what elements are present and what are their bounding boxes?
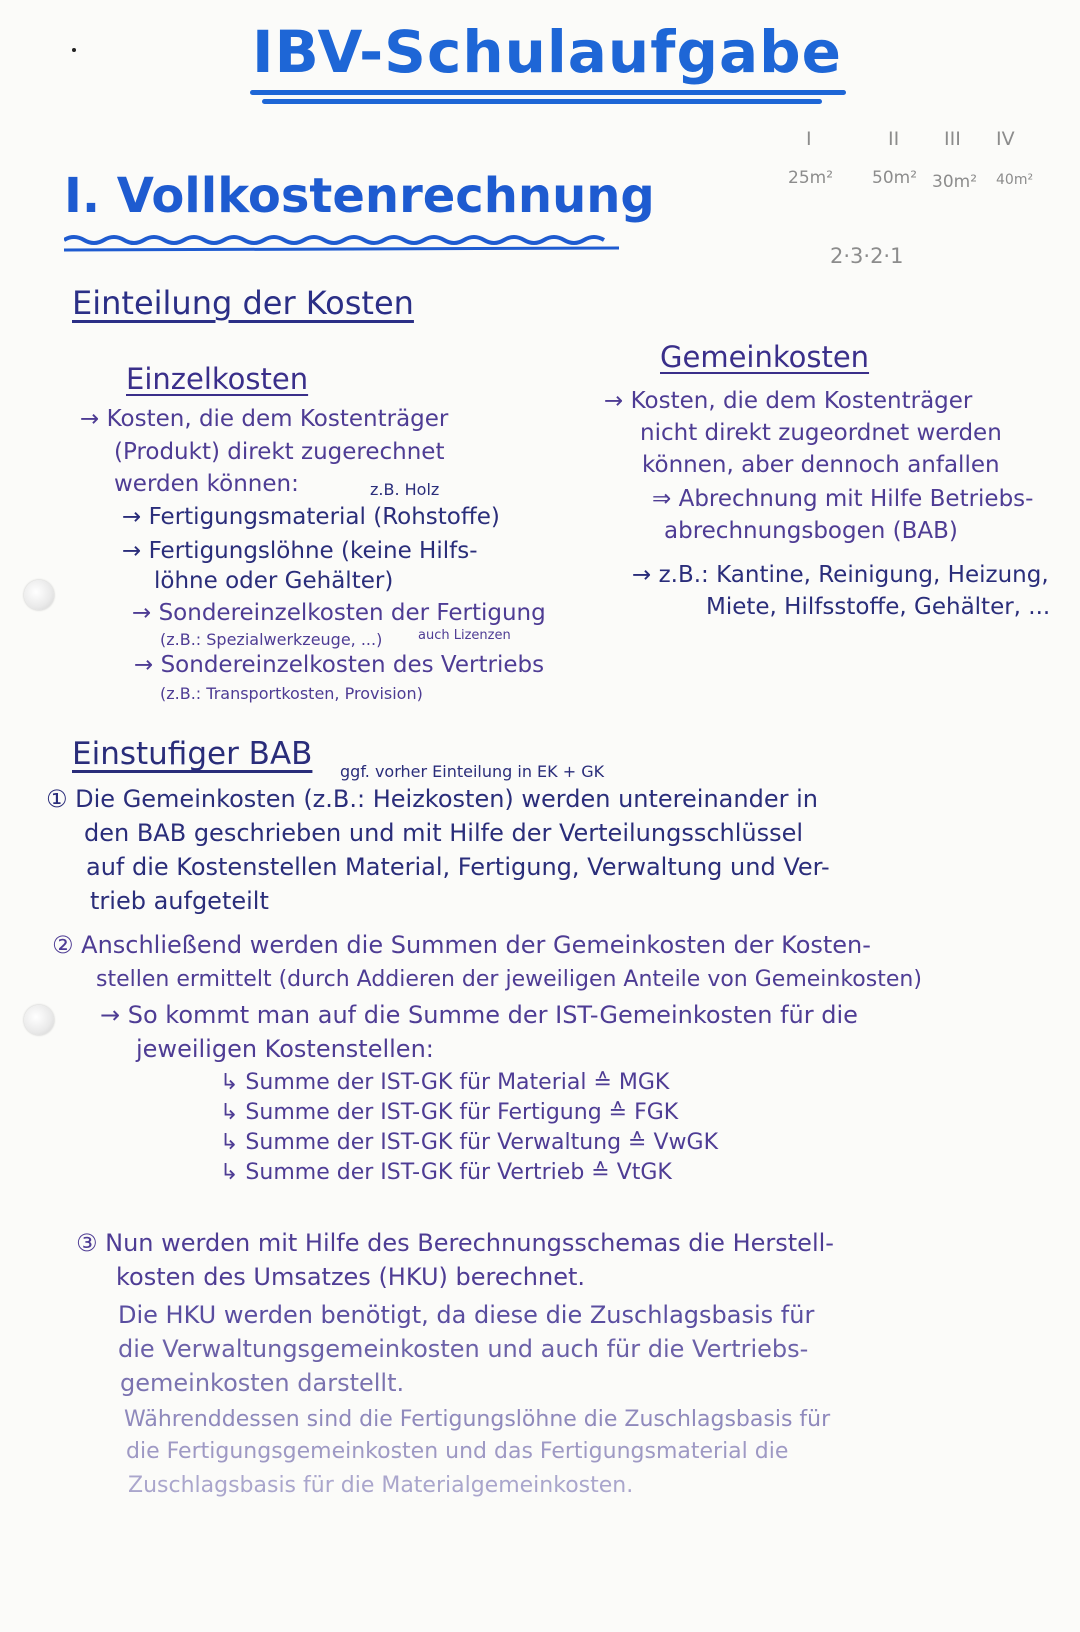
gemein-line-6: → z.B.: Kantine, Reinigung, Heizung, bbox=[632, 562, 1049, 588]
einzel-item-1: → Fertigungsmaterial (Rohstoffe) bbox=[122, 504, 500, 530]
step1-line-1: ① Die Gemeinkosten (z.B.: Heizkosten) werden untereinander in bbox=[46, 785, 818, 813]
bab-note-small: ggf. vorher Einteilung in EK + GK bbox=[340, 762, 605, 781]
step2-line-4: jeweiligen Kostenstellen: bbox=[136, 1035, 434, 1063]
ink-dot bbox=[72, 48, 76, 52]
einzel-item-2: → Fertigungslöhne (keine Hilfs- bbox=[122, 538, 478, 564]
einzel-item-7: (z.B.: Transportkosten, Provision) bbox=[160, 684, 423, 703]
einzelkosten-heading: Einzelkosten bbox=[126, 362, 309, 396]
bab-heading: Einstufiger BAB bbox=[72, 736, 313, 772]
title-underline-1 bbox=[250, 90, 846, 95]
page-title: IBV-Schulaufgabe bbox=[252, 18, 842, 86]
pencil-header-4: IV bbox=[996, 128, 1015, 150]
pencil-ratio: 2·3·2·1 bbox=[830, 244, 904, 268]
einzel-extra-note: auch Lizenzen bbox=[418, 628, 511, 643]
step2-line-1: ② Anschließend werden die Summen der Gemeinkosten der Kosten- bbox=[52, 931, 871, 959]
pencil-area-1: 25m² bbox=[788, 168, 834, 188]
step3-line-4: die Verwaltungsgemeinkosten und auch für die Vertriebs- bbox=[118, 1335, 809, 1363]
einzel-example-note: z.B. Holz bbox=[370, 480, 440, 499]
einzel-def-3: werden können: bbox=[114, 471, 299, 497]
step3-line-6: Währenddessen sind die Fertigungslöhne die Zuschlagsbasis für bbox=[124, 1407, 831, 1432]
einzel-item-6: → Sondereinzelkosten des Vertriebs bbox=[134, 652, 545, 678]
pencil-area-3: 30m² bbox=[932, 172, 978, 192]
step2-line-3: → So kommt man auf die Summe der IST-Gemeinkosten für die bbox=[100, 1001, 858, 1029]
section-heading: I. Vollkostenrechnung bbox=[64, 168, 655, 224]
pencil-area-2: 50m² bbox=[872, 168, 918, 188]
gemein-line-1: → Kosten, die dem Kostenträger bbox=[604, 388, 973, 414]
step3-line-1: ③ Nun werden mit Hilfe des Berechnungsschemas die Herstell- bbox=[76, 1229, 834, 1257]
einzel-def-1: → Kosten, die dem Kostenträger bbox=[80, 406, 449, 432]
gemein-line-2: nicht direkt zugeordnet werden bbox=[640, 420, 1002, 446]
sum-fertigung: ↳ Summe der IST-GK für Fertigung ≙ FGK bbox=[220, 1100, 679, 1125]
einzel-item-3: löhne oder Gehälter) bbox=[154, 568, 394, 594]
step3-line-2: kosten des Umsatzes (HKU) berechnet. bbox=[116, 1263, 586, 1291]
gemein-line-4: ⇒ Abrechnung mit Hilfe Betriebs- bbox=[652, 486, 1034, 512]
title-underline-2 bbox=[262, 99, 822, 104]
pencil-header-3: III bbox=[944, 128, 961, 150]
pencil-header-2: II bbox=[888, 128, 900, 150]
step3-line-3: Die HKU werden benötigt, da diese die Zuschlagsbasis für bbox=[118, 1301, 815, 1329]
einzel-item-4: → Sondereinzelkosten der Fertigung bbox=[132, 600, 546, 626]
step3-line-5: gemeinkosten darstellt. bbox=[120, 1369, 405, 1397]
step1-line-2: den BAB geschrieben und mit Hilfe der Verteilungsschlüssel bbox=[84, 819, 804, 847]
gemeinkosten-heading: Gemeinkosten bbox=[660, 340, 870, 374]
step2-line-2: stellen ermittelt (durch Addieren der jeweiligen Anteile von Gemeinkosten) bbox=[96, 967, 922, 992]
pencil-area-4: 40m² bbox=[996, 172, 1034, 188]
wavy-underline bbox=[64, 232, 624, 254]
subsection-heading: Einteilung der Kosten bbox=[72, 284, 414, 322]
sum-verwaltung: ↳ Summe der IST-GK für Verwaltung ≙ VwGK bbox=[220, 1130, 718, 1155]
punch-hole-upper bbox=[24, 580, 54, 610]
gemein-line-5: abrechnungsbogen (BAB) bbox=[664, 518, 958, 544]
einzel-def-2: (Produkt) direkt zugerechnet bbox=[114, 439, 445, 465]
step1-line-4: trieb aufgeteilt bbox=[90, 887, 269, 915]
step3-line-7: die Fertigungsgemeinkosten und das Fertigungsmaterial die bbox=[126, 1439, 789, 1464]
gemein-line-3: können, aber dennoch anfallen bbox=[642, 452, 1000, 478]
pencil-header-1: I bbox=[806, 128, 812, 150]
sum-vertrieb: ↳ Summe der IST-GK für Vertrieb ≙ VtGK bbox=[220, 1160, 672, 1185]
punch-hole-lower bbox=[24, 1005, 54, 1035]
einzel-item-5: (z.B.: Spezialwerkzeuge, ...) bbox=[160, 630, 383, 649]
sum-material: ↳ Summe der IST-GK für Material ≙ MGK bbox=[220, 1070, 670, 1095]
gemein-line-7: Miete, Hilfsstoffe, Gehälter, ... bbox=[706, 594, 1051, 620]
step1-line-3: auf die Kostenstellen Material, Fertigung, Verwaltung und Ver- bbox=[86, 853, 830, 881]
step3-line-8: Zuschlagsbasis für die Materialgemeinkosten. bbox=[128, 1473, 634, 1498]
